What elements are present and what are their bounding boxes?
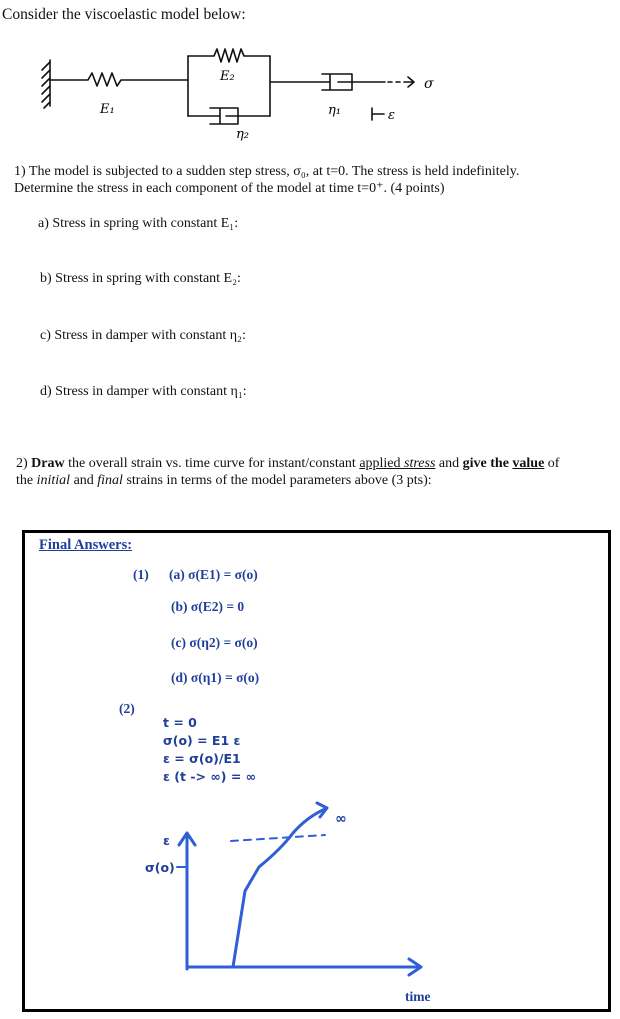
answer-1d: (d) σ(η1) = σ(o)	[171, 670, 260, 685]
question-2-line2	[16, 472, 618, 489]
label-sigma: σ	[424, 76, 434, 92]
q2-applied: applied	[359, 456, 401, 471]
problem-title: Consider the viscoelastic model below:	[2, 6, 246, 23]
question-1b: b) Stress in spring with constant E₂:	[40, 271, 241, 286]
q2-value: value	[512, 456, 545, 471]
axis-sigma-label: σ(o)	[145, 860, 175, 875]
final-answers-box	[22, 530, 611, 1012]
q2-stress: stress	[404, 456, 436, 471]
label-epsilon: ε	[388, 108, 395, 123]
label-eta1: η₁	[328, 103, 341, 118]
q2-final: final	[97, 473, 123, 488]
q2-prefix: 2)	[16, 456, 32, 471]
answer-1c: (c) σ(η2) = σ(o)	[171, 635, 258, 650]
part-1-label: (1)	[133, 567, 149, 582]
viscoelastic-model-diagram	[0, 40, 620, 155]
part-2-label: (2)	[119, 701, 135, 716]
label-eta2: η₂	[236, 127, 249, 142]
answer-2-sigma: σ(o) = E1 ε	[163, 733, 241, 748]
label-e1: E₁	[100, 102, 115, 117]
axis-time-label: time	[405, 989, 431, 1004]
label-e2: E₂	[220, 69, 235, 84]
damper-eta2	[188, 108, 270, 124]
q2-mid2: and	[435, 456, 463, 471]
q2-initial: initial	[36, 473, 71, 488]
question-2-line1	[16, 455, 618, 472]
q2-and: and	[70, 473, 98, 488]
strain-time-sketch	[25, 533, 608, 1009]
strain-curve	[233, 809, 325, 967]
infinity-label: ∞	[335, 811, 347, 827]
answer-1b: (b) σ(E2) = 0	[171, 599, 245, 614]
strain-mark	[372, 108, 384, 120]
damper-eta1	[322, 74, 385, 90]
question-2	[16, 455, 618, 489]
q2-mid1: the overall strain vs. time curve for instant/constant	[64, 456, 360, 471]
question-1c: c) Stress in damper with constant η₂:	[40, 328, 246, 343]
question-1-line1: 1) The model is subjected to a sudden step stress, σ₀, at t=0. The stress is held indefinitely.	[14, 164, 520, 179]
answer-2-t0: t = 0	[163, 715, 197, 730]
question-1a: a) Stress in spring with constant E₁:	[38, 216, 239, 231]
q2-of: of	[544, 456, 560, 471]
final-answers-heading: Final Answers:	[39, 537, 133, 553]
q2-line2-post: strains in terms of the model parameters above (3 pts):	[122, 473, 432, 488]
q2-give: give the	[462, 456, 513, 471]
answer-2-eps: ε = σ(o)/E1	[163, 751, 241, 766]
q2-line2-pre: the	[16, 473, 37, 488]
answer-1a: (a) σ(E1) = σ(o)	[169, 567, 258, 582]
spring-e1	[50, 73, 188, 86]
q2-draw: Draw	[31, 456, 65, 471]
question-1-line2: Determine the stress in each component of the model at time t=0⁺. (4 points)	[14, 181, 445, 196]
question-1	[14, 163, 614, 197]
asymptote-dashed-line	[231, 835, 325, 841]
spring-e2	[188, 49, 270, 62]
answer-2-eps-inf: ε (t -> ∞) = ∞	[163, 769, 257, 784]
load-arrow	[388, 77, 414, 87]
question-1d: d) Stress in damper with constant η₁:	[40, 384, 247, 399]
axis-epsilon-label: ε	[163, 833, 170, 848]
